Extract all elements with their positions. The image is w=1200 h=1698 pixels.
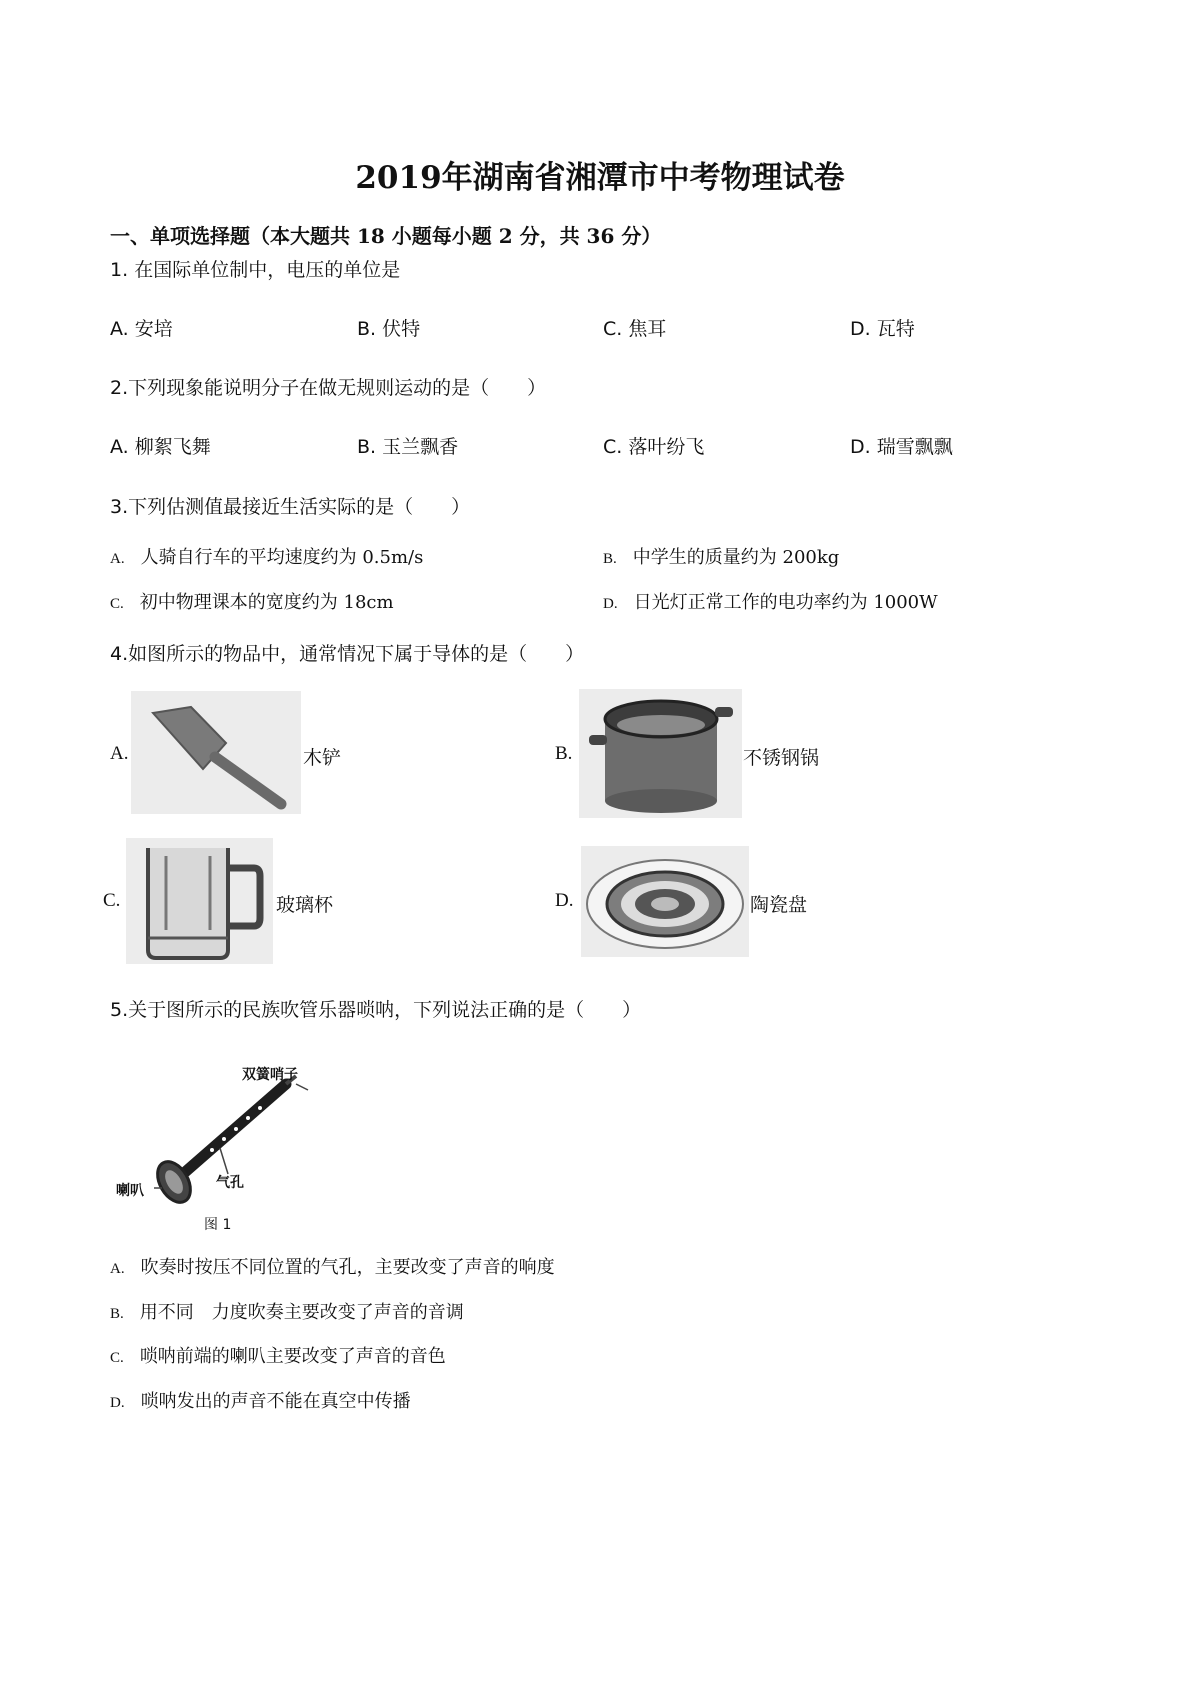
page-title: 2019年湖南省湘潭市中考物理试卷: [355, 160, 845, 196]
q5-option-c[interactable]: [110, 1342, 446, 1368]
option-label: C.: [603, 436, 623, 458]
q4-option-b-label[interactable]: B.: [555, 743, 573, 764]
q3-option-a[interactable]: [110, 543, 423, 569]
question-2: [110, 373, 546, 400]
option-text: 初中物理课本的宽度约为 18cm: [139, 592, 394, 613]
figure-label-hole: 气孔: [216, 1175, 244, 1191]
ceramic-plate-image: [581, 846, 749, 957]
option-label: B.: [110, 1306, 124, 1322]
q4-option-a-text: 木铲: [303, 747, 342, 769]
option-text: 伏特: [382, 318, 421, 340]
question-text: 下列估测值最接近生活实际的是（ ）: [128, 496, 471, 518]
option-label: A.: [110, 436, 129, 458]
glass-mug-image: [126, 838, 273, 964]
option-label: D.: [850, 318, 871, 340]
figure-caption: 图 1: [204, 1217, 232, 1233]
option-label: C.: [603, 318, 623, 340]
option-text: 柳絮飞舞: [134, 436, 211, 458]
option-text: 唢呐前端的喇叭主要改变了声音的音色: [139, 1346, 446, 1367]
question-number: 2.: [110, 377, 129, 399]
q4-option-b-text: 不锈钢锅: [743, 747, 820, 769]
option-text: 用不同 力度吹奏主要改变了声音的音调: [139, 1302, 464, 1323]
option-label: D.: [603, 596, 618, 612]
q4-option-d-label[interactable]: D.: [555, 890, 574, 911]
question-1: [110, 255, 400, 282]
question-5: [110, 995, 641, 1022]
option-text: 落叶纷飞: [628, 436, 705, 458]
option-label: D.: [850, 436, 871, 458]
option-text: 人骑自行车的平均速度约为 0.5m/s: [140, 547, 424, 568]
figure-label-reed: 双簧哨子: [242, 1067, 298, 1083]
q4-option-a-label[interactable]: A.: [110, 743, 129, 764]
q5-option-b[interactable]: [110, 1298, 464, 1324]
q4-option-c-label[interactable]: C.: [103, 890, 121, 911]
question-number: 5.: [110, 999, 129, 1021]
option-text: 日光灯正常工作的电功率约为 1000W: [633, 592, 938, 613]
option-text: 瓦特: [876, 318, 915, 340]
option-label: B.: [603, 551, 617, 567]
q4-option-c-text: 玻璃杯: [276, 894, 334, 916]
q1-option-a[interactable]: [110, 314, 173, 341]
option-label: A.: [110, 1261, 125, 1277]
option-text: 安培: [134, 318, 173, 340]
figure-label-horn: 喇叭: [116, 1183, 144, 1199]
q5-option-d[interactable]: [110, 1387, 411, 1413]
option-label: C.: [110, 596, 124, 612]
question-text: 关于图所示的民族吹管乐器唢呐，下列说法正确的是（ ）: [128, 999, 642, 1021]
option-label: A.: [110, 551, 125, 567]
option-text: 唢呐发出的声音不能在真空中传播: [140, 1391, 411, 1412]
option-label: C.: [110, 1350, 124, 1366]
option-label: B.: [357, 318, 377, 340]
option-text: 玉兰飘香: [382, 436, 459, 458]
option-label: B.: [357, 436, 377, 458]
q1-option-b[interactable]: [357, 314, 420, 341]
question-number: 3.: [110, 496, 129, 518]
q4-option-d-text: 陶瓷盘: [750, 894, 808, 916]
q5-option-a[interactable]: [110, 1253, 555, 1279]
question-4: [110, 639, 584, 666]
option-text: 吹奏时按压不同位置的气孔，主要改变了声音的响度: [140, 1257, 555, 1278]
question-text: 下列现象能说明分子在做无规则运动的是（ ）: [128, 377, 547, 399]
wooden-spatula-image: [131, 691, 301, 814]
steel-pot-image: [579, 689, 742, 818]
option-text: 中学生的质量约为 200kg: [632, 547, 840, 568]
option-label: D.: [110, 1395, 125, 1411]
question-number: 4.: [110, 643, 129, 665]
q2-option-d[interactable]: [850, 432, 953, 459]
question-text: 如图所示的物品中，通常情况下属于导体的是（ ）: [128, 643, 585, 665]
option-label: A.: [110, 318, 129, 340]
question-3: [110, 492, 470, 519]
question-text: 在国际单位制中，电压的单位是: [134, 259, 401, 281]
q2-option-a[interactable]: [110, 432, 211, 459]
q1-option-d[interactable]: [850, 314, 915, 341]
q2-option-b[interactable]: [357, 432, 458, 459]
q3-option-b[interactable]: [603, 543, 839, 569]
option-text: 焦耳: [628, 318, 667, 340]
q1-option-c[interactable]: [603, 314, 666, 341]
q3-option-c[interactable]: [110, 588, 394, 614]
suona-figure: [116, 1062, 336, 1237]
option-text: 瑞雪飘飘: [876, 436, 953, 458]
section-heading: 一、单项选择题（本大题共 18 小题每小题 2 分，共 36 分）: [110, 224, 662, 248]
q2-option-c[interactable]: [603, 432, 704, 459]
question-number: 1.: [110, 259, 129, 281]
q3-option-d[interactable]: [603, 588, 938, 614]
